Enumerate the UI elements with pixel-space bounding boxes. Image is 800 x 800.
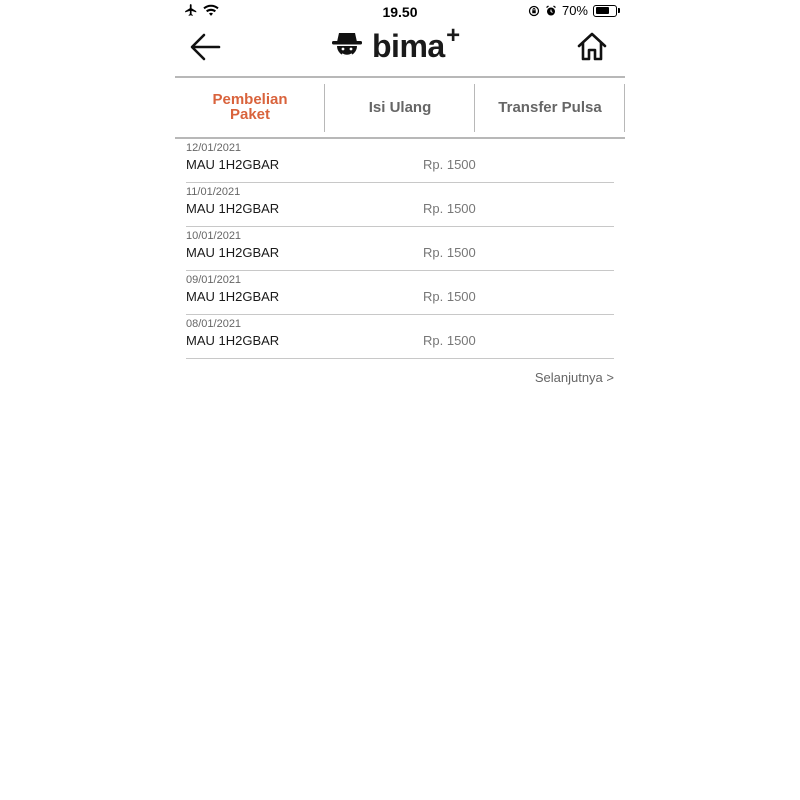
rotation-lock-icon xyxy=(528,5,540,17)
list-item[interactable] xyxy=(186,316,614,359)
transaction-price: Rp. 1500 xyxy=(423,245,476,260)
transaction-date: 08/01/2021 xyxy=(186,318,242,330)
transaction-price: Rp. 1500 xyxy=(423,201,476,216)
transaction-price: Rp. 1500 xyxy=(423,289,476,304)
home-icon xyxy=(575,30,609,64)
transaction-price: Rp. 1500 xyxy=(423,157,476,172)
list-item[interactable] xyxy=(186,140,614,183)
tab-transfer-pulsa[interactable] xyxy=(475,78,625,136)
brand-text: bima xyxy=(372,27,445,64)
transaction-name: MAU 1H2GBAR xyxy=(186,245,280,260)
transaction-price: Rp. 1500 xyxy=(423,333,476,348)
battery-percent: 70% xyxy=(561,3,588,18)
list-item[interactable] xyxy=(186,228,614,271)
battery-fill xyxy=(596,7,609,14)
tabs-divider xyxy=(175,137,625,139)
list-item[interactable] xyxy=(186,184,614,227)
alarm-icon xyxy=(545,5,557,17)
bima-logo xyxy=(330,21,460,66)
tab-label: Isi Ulang xyxy=(368,98,432,116)
tab-isi-ulang[interactable] xyxy=(325,78,475,136)
tab-label: Transfer Pulsa xyxy=(498,98,602,116)
brand-plus-mark: + xyxy=(446,21,460,49)
spy-mascot-icon xyxy=(330,29,364,63)
status-bar xyxy=(175,0,625,24)
transaction-date: 11/01/2021 xyxy=(186,186,241,198)
transaction-date: 10/01/2021 xyxy=(186,230,242,242)
tab-label: Pembelian Paket xyxy=(212,91,288,123)
transaction-name: MAU 1H2GBAR xyxy=(186,333,280,348)
arrow-left-icon xyxy=(189,30,223,64)
home-button[interactable] xyxy=(575,30,609,64)
transaction-date: 12/01/2021 xyxy=(186,142,242,154)
status-time: 19.50 xyxy=(382,4,418,20)
phone-screen xyxy=(175,0,625,800)
battery-icon xyxy=(593,5,617,17)
transaction-date: 09/01/2021 xyxy=(186,274,242,286)
transaction-name: MAU 1H2GBAR xyxy=(186,201,280,216)
transaction-name: MAU 1H2GBAR xyxy=(186,157,280,172)
list-item[interactable] xyxy=(186,272,614,315)
back-button[interactable] xyxy=(189,30,223,64)
tab-separator xyxy=(624,84,625,132)
brand-name xyxy=(372,21,460,65)
app-header xyxy=(175,21,625,76)
tab-bar xyxy=(175,78,625,136)
transaction-name: MAU 1H2GBAR xyxy=(186,289,280,304)
transaction-list xyxy=(186,140,614,359)
tab-pembelian-paket[interactable] xyxy=(175,78,325,136)
status-right xyxy=(528,3,617,18)
next-page-link[interactable]: Selanjutnya > xyxy=(534,370,614,385)
